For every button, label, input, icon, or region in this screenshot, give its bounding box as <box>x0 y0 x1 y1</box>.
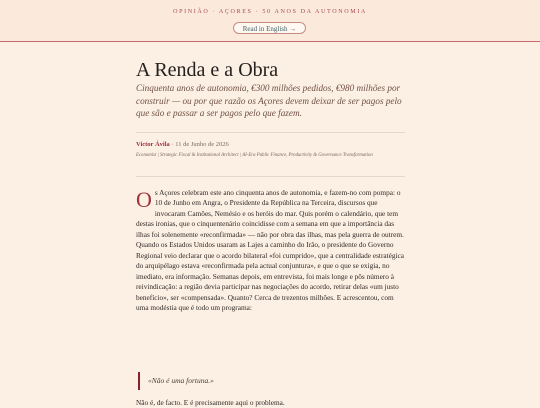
author-credentials: Economist | Strategic Fiscal & Institutional Architect | AI-Era Public Finance, Productivity & Governance Transformation <box>136 153 373 158</box>
dropcap: O <box>136 187 152 212</box>
top-divider <box>136 132 405 133</box>
byline-divider <box>136 176 405 177</box>
article-body <box>136 188 405 313</box>
byline: Victor Ávila · 11 de Junho de 2026 <box>136 141 229 148</box>
pull-quote: «Não é uma fortuna.» <box>138 372 214 390</box>
article-dek: Cinquenta anos de autonomia, €300 milhões pedidos, €980 milhões por construir — ou por que razão os Açores devem deixar de ser pagos pelo que são e passar a ser pagos pelo que fazem. <box>136 83 402 118</box>
body-paragraph: s Açores celebram este ano cinquenta anos de autonomia, e fazem-no com pompa: o 10 de Junho em Angra, o Presidente da República na Terceira, discursos que invocaram Camões, Nemésio e os heróis do mar. Quis porém o calendário, que tem destas ironias, que o cinquentenário coincidisse com a semana em que a importância das ilhas foi solenemente «reconfirmada» — não por obra das ilhas, mas pela guerra de outrem. Quando os Estados Unidos usaram as Lajes a caminho do Irão, o presidente do Governo Regional veio declarar que o acordo bilateral «foi cumprido», que a centralidade estratégica do arquipélago estava «reconfirmada pela actual conjuntura», e que o que se exigia, no imediato, era informação. Semanas depois, em entrevista, foi mais longe e pôs número à reivindicação: a região devia participar nas negociações do acordo, retirar delas «um justo benefício», ser «compensada». Quanto? Cerca de trezentos milhões. E acrescentou, com uma modéstia que é todo um programa: <box>136 188 405 312</box>
author-name[interactable]: Victor Ávila <box>136 141 170 148</box>
article-header <box>0 0 540 42</box>
read-in-english-button[interactable]: Read in English → <box>233 22 306 34</box>
body-continuation: Não é, de facto. E é precisamente aqui o problema. <box>136 398 285 407</box>
section-kicker: OPINIÃO · AÇORES · 50 ANOS DA AUTONOMIA <box>173 9 367 15</box>
article-title: A Renda e a Obra <box>136 59 279 81</box>
publish-date: 11 de Junho de 2026 <box>175 141 229 148</box>
